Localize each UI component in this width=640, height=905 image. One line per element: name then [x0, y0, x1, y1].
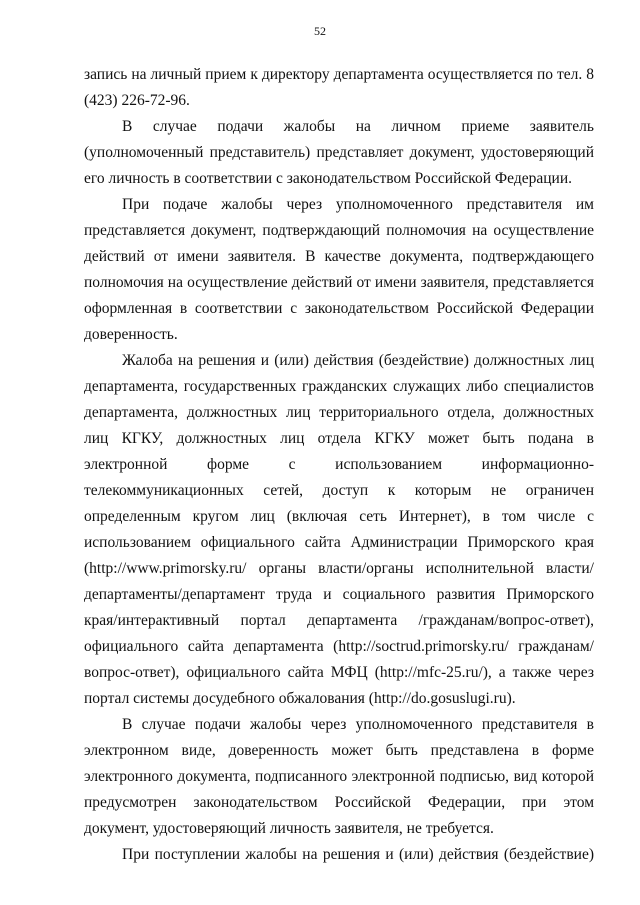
paragraph-personal-reception: В случае подачи жалобы на личном приеме заявитель (уполномоченный представитель) представляет документ, удостоверяющий его личность в соответствии с законодательством Российской Федерации.: [84, 118, 594, 187]
paragraph-electronic-representative: В случае подачи жалобы через уполномоченного представителя в электронном виде, доверенность может быть представлена в форме электронного документа, подписанного электронной подписью, вид которой предусмотрен законодательством Российской Федерации, при этом документ, удостоверяющий личность заявителя, не требуется.: [84, 716, 594, 837]
paragraph-contact-phone: запись на личный прием к директору департамента осуществляется по тел. 8 (423) 226-72-96.: [84, 66, 594, 109]
paragraph-representative-authority: При подаче жалобы через уполномоченного представителя им представляется документ, подтверждающий полномочия на осуществление действий от имени заявителя. В качестве документа, подтверждающего полномочия на осуществление действий от имени заявителя, представляется оформленная в соответствии с законодательством Российской Федерации доверенность.: [84, 196, 594, 343]
body-text: [84, 62, 594, 868]
page-number: 52: [314, 24, 326, 38]
paragraph-complaint-receipt: При поступлении жалобы на решения и (или) действия (бездействие): [122, 846, 594, 863]
paragraph-electronic-complaint: Жалоба на решения и (или) действия (бездействие) должностных лиц департамента, государственных гражданских служащих либо специалистов департамента, должностных лиц территориального отдела, должностных лиц КГКУ, должностных лиц отдела КГКУ может быть подана в электронной форме с использованием информационно-телекоммуникационных сетей, доступ к которым не ограничен определенным кругом лиц (включая сеть Интернет), в том числе с использованием официального сайта Администрации Приморского края (http://www.primorsky.ru/ органы власти/органы исполнительной власти/департаменты/департамент труда и социального развития Приморского края/интерактивный портал департамента /гражданам/вопрос-ответ), официального сайта департамента (http://soctrud.primorsky.ru/ гражданам/вопрос-ответ), официального сайта МФЦ (http://mfc-25.ru/), а также через портал системы досудебного обжалования (http://do.gosuslugi.ru).: [84, 352, 594, 707]
